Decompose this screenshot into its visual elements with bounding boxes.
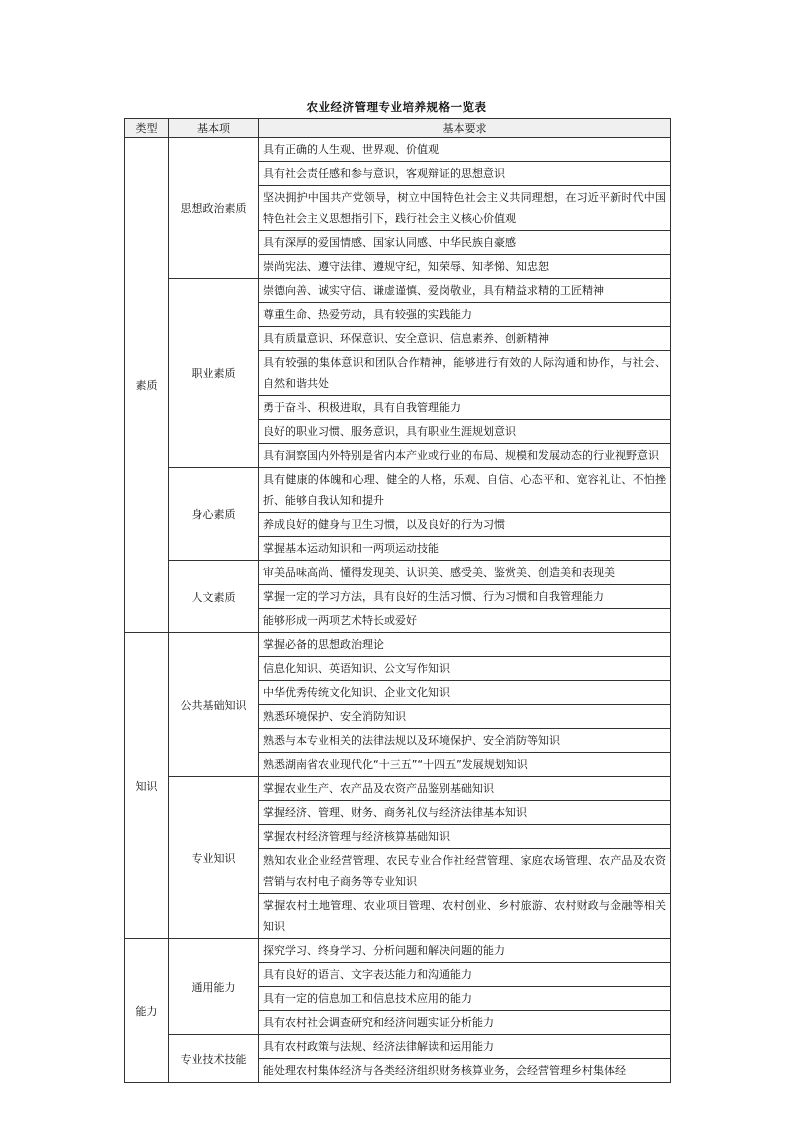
- item-group-cell: 思想政治素质: [169, 138, 259, 279]
- table-row: [125, 777, 671, 801]
- requirement-cell: 具有健康的体魄和心理、健全的人格，乐观、自信、心态平和、宽容礼让、不怕挫折、能够自我认知和提升: [259, 468, 671, 513]
- item-group-cell: 通用能力: [169, 939, 259, 1035]
- requirement-cell: 掌握经济、管理、财务、商务礼仪与经济法律基本知识: [259, 801, 671, 825]
- requirement-cell: 具有农村政策与法规、经济法律解读和运用能力: [259, 1035, 671, 1059]
- requirement-cell: 熟悉与本专业相关的法律法规以及环境保护、安全消防等知识: [259, 729, 671, 753]
- requirement-cell: 崇德向善、诚实守信、谦虚谨慎、爱岗敬业，具有精益求精的工匠精神: [259, 279, 671, 303]
- requirement-cell: 勇于奋斗、积极进取，具有自我管理能力: [259, 396, 671, 420]
- category-cell: 知识: [125, 633, 169, 939]
- requirement-cell: 信息化知识、英语知识、公文写作知识: [259, 657, 671, 681]
- requirement-cell: 掌握必备的思想政治理论: [259, 633, 671, 657]
- requirement-cell: 掌握农村经济管理与经济核算基础知识: [259, 825, 671, 849]
- category-cell: 素质: [125, 138, 169, 633]
- table-row: [125, 1035, 671, 1059]
- requirement-cell: 养成良好的健身与卫生习惯，以及良好的行为习惯: [259, 513, 671, 537]
- header-type: 类型: [125, 119, 169, 138]
- requirement-cell: 具有较强的集体意识和团队合作精神，能够进行有效的人际沟通和协作，与社会、自然和谐共处: [259, 351, 671, 396]
- requirement-cell: 具有深厚的爱国情感、国家认同感、中华民族自豪感: [259, 231, 671, 255]
- item-group-cell: 人文素质: [169, 561, 259, 633]
- requirement-cell: 掌握基本运动知识和一两项运动技能: [259, 537, 671, 561]
- requirement-cell: 熟悉环境保护、安全消防知识: [259, 705, 671, 729]
- document-title: 农业经济管理专业培养规格一览表: [306, 100, 487, 114]
- requirement-cell: 探究学习、终身学习、分析问题和解决问题的能力: [259, 939, 671, 963]
- table-row: [125, 939, 671, 963]
- requirement-cell: 具有洞察国内外特别是省内本产业或行业的布局、规模和发展动态的行业视野意识: [259, 444, 671, 468]
- requirement-cell: 能处理农村集体经济与各类经济组织财务核算业务，会经营管理乡村集体经: [259, 1059, 671, 1083]
- requirement-cell: 具有社会责任感和参与意识，客观辩证的思想意识: [259, 162, 671, 186]
- training-spec-table: [124, 118, 671, 1083]
- requirement-cell: 具有良好的语言、文字表达能力和沟通能力: [259, 963, 671, 987]
- requirement-cell: 具有质量意识、环保意识、安全意识、信息素养、创新精神: [259, 327, 671, 351]
- requirement-cell: 具有正确的人生观、世界观、价值观: [259, 138, 671, 162]
- requirement-cell: 熟知农业企业经营管理、农民专业合作社经营管理、家庭农场管理、农产品及农资营销与农村电子商务等专业知识: [259, 849, 671, 894]
- item-group-cell: 专业技术技能: [169, 1035, 259, 1083]
- requirement-cell: 中华优秀传统文化知识、企业文化知识: [259, 681, 671, 705]
- requirement-cell: 能够形成一两项艺术特长或爱好: [259, 609, 671, 633]
- header-item: 基本项: [169, 119, 259, 138]
- item-group-cell: 职业素质: [169, 279, 259, 468]
- requirement-cell: 审美品味高尚、懂得发现美、认识美、感受美、鉴赏美、创造美和表现美: [259, 561, 671, 585]
- item-group-cell: 专业知识: [169, 777, 259, 939]
- category-cell: 能力: [125, 939, 169, 1083]
- table-row: [125, 561, 671, 585]
- requirement-cell: 良好的职业习惯、服务意识，具有职业生涯规划意识: [259, 420, 671, 444]
- requirement-cell: 掌握一定的学习方法，具有良好的生活习惯、行为习惯和自我管理能力: [259, 585, 671, 609]
- table-body: [125, 138, 671, 1083]
- requirement-cell: 崇尚宪法、遵守法律、遵规守纪，知荣辱、知孝悌、知忠恕: [259, 255, 671, 279]
- requirement-cell: 坚决拥护中国共产党领导，树立中国特色社会主义共同理想，在习近平新时代中国特色社会主义思想指引下，践行社会主义核心价值观: [259, 186, 671, 231]
- item-group-cell: 身心素质: [169, 468, 259, 561]
- requirement-cell: 具有一定的信息加工和信息技术应用的能力: [259, 987, 671, 1011]
- table-header-row: [125, 119, 671, 138]
- requirement-cell: 尊重生命、热爱劳动，具有较强的实践能力: [259, 303, 671, 327]
- requirement-cell: 掌握农业生产、农产品及农资产品鉴别基础知识: [259, 777, 671, 801]
- requirement-cell: 具有农村社会调查研究和经济问题实证分析能力: [259, 1011, 671, 1035]
- requirement-cell: 掌握农村土地管理、农业项目管理、农村创业、乡村旅游、农村财政与金融等相关知识: [259, 894, 671, 939]
- table-row: [125, 279, 671, 303]
- requirement-cell: 熟悉湖南省农业现代化“十三五”“十四五”发展规划知识: [259, 753, 671, 777]
- item-group-cell: 公共基础知识: [169, 633, 259, 777]
- table-row: [125, 633, 671, 657]
- header-requirement: 基本要求: [259, 119, 671, 138]
- table-row: [125, 468, 671, 513]
- table-row: [125, 138, 671, 162]
